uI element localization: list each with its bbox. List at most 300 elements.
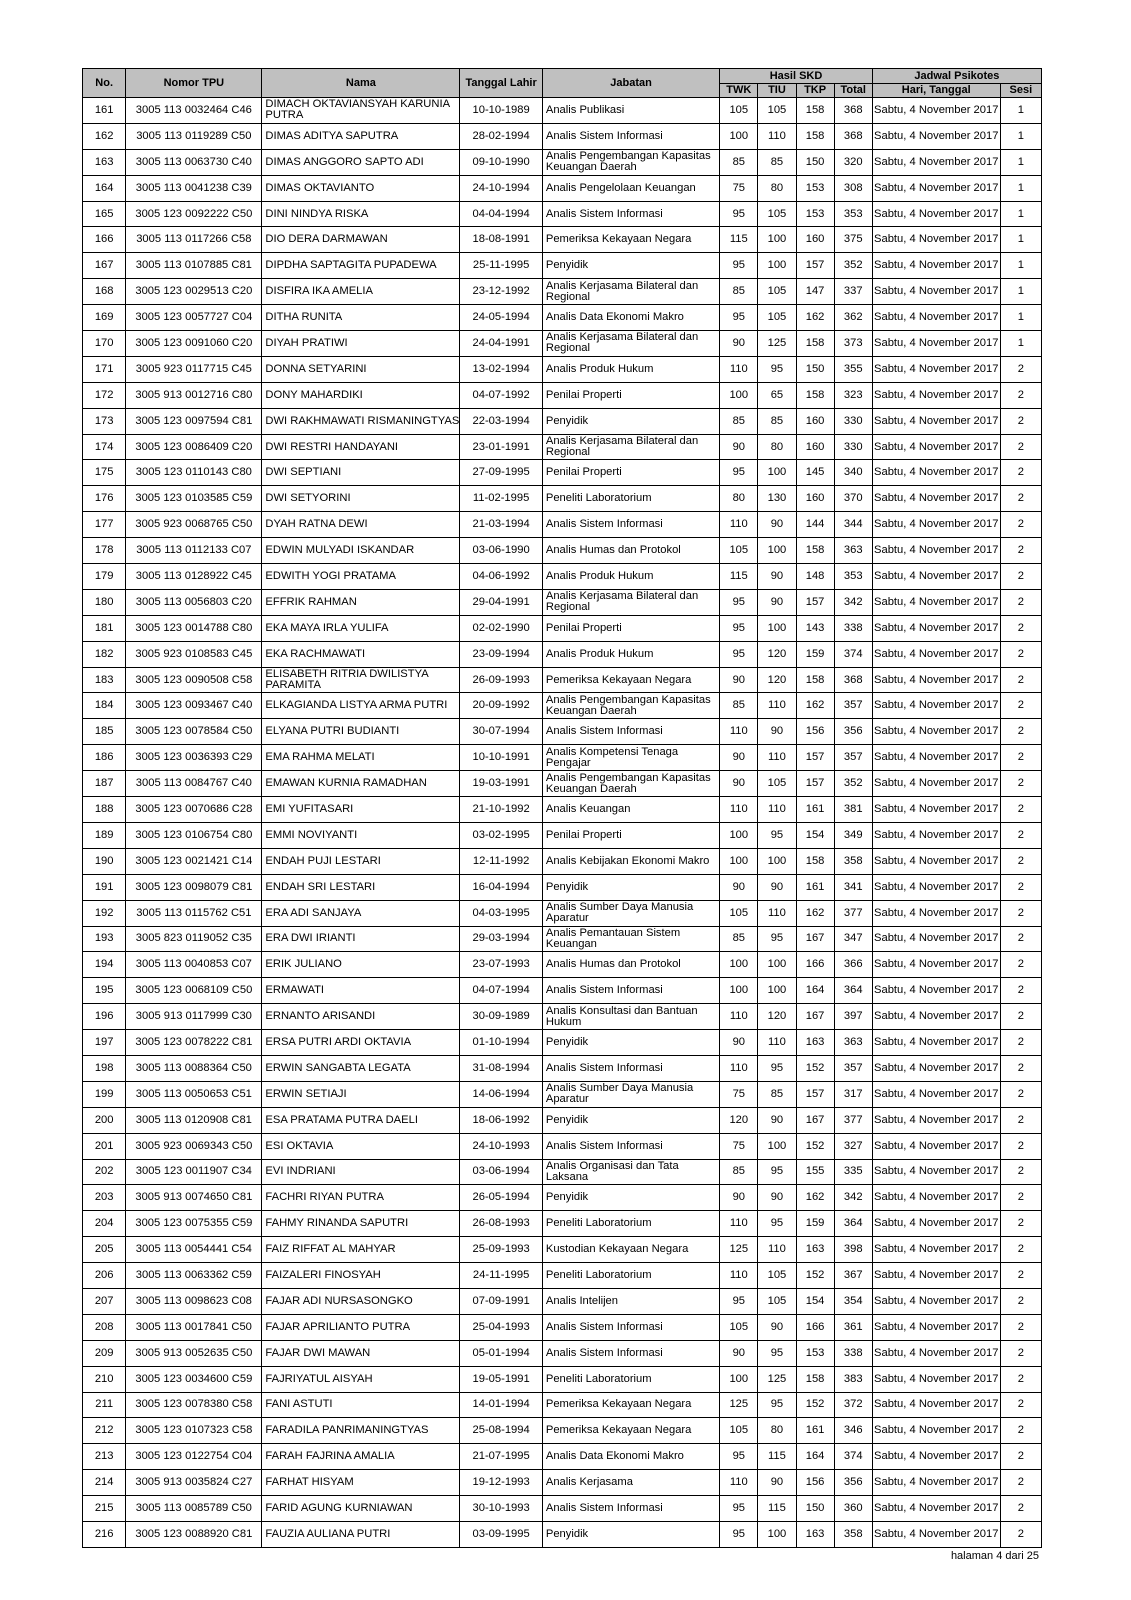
col-header-no: No. <box>83 69 126 98</box>
cell-jabatan: Analis Produk Hukum <box>542 564 719 590</box>
cell-tanggal-lahir: 03-02-1995 <box>460 822 542 848</box>
cell-no: 161 <box>83 98 126 124</box>
cell-twk: 110 <box>720 719 758 745</box>
cell-jabatan: Analis Kerjasama Bilateral dan Regional <box>542 331 719 357</box>
cell-total: 368 <box>834 667 872 693</box>
cell-sesi: 2 <box>1000 667 1041 693</box>
cell-nomor-tpu: 3005 123 0106754 C80 <box>126 822 262 848</box>
cell-twk: 110 <box>720 1470 758 1496</box>
table-row <box>83 123 1042 149</box>
cell-tiu: 100 <box>758 460 796 486</box>
cell-tanggal-lahir: 26-05-1994 <box>460 1185 542 1211</box>
cell-nomor-tpu: 3005 923 0108583 C45 <box>126 641 262 667</box>
cell-hari-tanggal: Sabtu, 4 November 2017 <box>872 589 1000 615</box>
cell-tanggal-lahir: 03-06-1994 <box>460 1159 542 1185</box>
cell-no: 210 <box>83 1366 126 1392</box>
cell-sesi: 2 <box>1000 1521 1041 1547</box>
cell-jabatan: Analis Organisasi dan Tata Laksana <box>542 1159 719 1185</box>
cell-tiu: 85 <box>758 149 796 175</box>
cell-hari-tanggal: Sabtu, 4 November 2017 <box>872 1030 1000 1056</box>
cell-hari-tanggal: Sabtu, 4 November 2017 <box>872 1418 1000 1444</box>
cell-jabatan: Analis Sumber Daya Manusia Aparatur <box>542 900 719 926</box>
cell-nama: ELISABETH RITRIA DWILISTYA PARAMITA <box>262 667 460 693</box>
cell-tanggal-lahir: 20-09-1992 <box>460 693 542 719</box>
table-row <box>83 356 1042 382</box>
cell-nama: FAHMY RINANDA SAPUTRI <box>262 1211 460 1237</box>
cell-nomor-tpu: 3005 913 0074650 C81 <box>126 1185 262 1211</box>
cell-twk: 80 <box>720 486 758 512</box>
cell-nomor-tpu: 3005 113 0063730 C40 <box>126 149 262 175</box>
cell-nama: EFFRIK RAHMAN <box>262 589 460 615</box>
table-row <box>83 1418 1042 1444</box>
table-row <box>83 149 1042 175</box>
table-row <box>83 175 1042 201</box>
cell-no: 172 <box>83 382 126 408</box>
cell-no: 193 <box>83 926 126 952</box>
cell-tkp: 160 <box>796 434 834 460</box>
cell-sesi: 2 <box>1000 900 1041 926</box>
cell-nama: EMA RAHMA MELATI <box>262 745 460 771</box>
cell-jabatan: Analis Sistem Informasi <box>542 1133 719 1159</box>
cell-tiu: 105 <box>758 98 796 124</box>
cell-nomor-tpu: 3005 123 0057727 C04 <box>126 305 262 331</box>
cell-nomor-tpu: 3005 113 0054441 C54 <box>126 1237 262 1263</box>
cell-tiu: 110 <box>758 693 796 719</box>
cell-tkp: 158 <box>796 98 834 124</box>
cell-sesi: 2 <box>1000 1314 1041 1340</box>
cell-nomor-tpu: 3005 113 0056803 C20 <box>126 589 262 615</box>
cell-jabatan: Peneliti Laboratorium <box>542 486 719 512</box>
cell-tiu: 100 <box>758 615 796 641</box>
cell-total: 368 <box>834 123 872 149</box>
cell-sesi: 1 <box>1000 98 1041 124</box>
table-row <box>83 822 1042 848</box>
cell-nomor-tpu: 3005 123 0107323 C58 <box>126 1418 262 1444</box>
cell-no: 216 <box>83 1521 126 1547</box>
cell-tiu: 90 <box>758 1107 796 1133</box>
cell-hari-tanggal: Sabtu, 4 November 2017 <box>872 149 1000 175</box>
cell-twk: 100 <box>720 1366 758 1392</box>
cell-tanggal-lahir: 21-07-1995 <box>460 1444 542 1470</box>
cell-tanggal-lahir: 25-08-1994 <box>460 1418 542 1444</box>
cell-nomor-tpu: 3005 113 0084767 C40 <box>126 771 262 797</box>
cell-sesi: 2 <box>1000 1211 1041 1237</box>
cell-total: 374 <box>834 641 872 667</box>
cell-hari-tanggal: Sabtu, 4 November 2017 <box>872 615 1000 641</box>
cell-nama: DYAH RATNA DEWI <box>262 512 460 538</box>
cell-tiu: 100 <box>758 1521 796 1547</box>
cell-nama: DIMACH OKTAVIANSYAH KARUNIA PUTRA <box>262 98 460 124</box>
cell-nomor-tpu: 3005 823 0119052 C35 <box>126 926 262 952</box>
cell-total: 352 <box>834 253 872 279</box>
table-body <box>83 98 1042 1548</box>
table-row <box>83 1107 1042 1133</box>
cell-no: 176 <box>83 486 126 512</box>
cell-no: 209 <box>83 1340 126 1366</box>
cell-twk: 110 <box>720 1263 758 1289</box>
table-row <box>83 305 1042 331</box>
cell-hari-tanggal: Sabtu, 4 November 2017 <box>872 874 1000 900</box>
cell-tiu: 80 <box>758 1418 796 1444</box>
cell-nomor-tpu: 3005 123 0078584 C50 <box>126 719 262 745</box>
cell-no: 162 <box>83 123 126 149</box>
cell-tanggal-lahir: 01-10-1994 <box>460 1030 542 1056</box>
cell-tkp: 144 <box>796 512 834 538</box>
cell-tkp: 158 <box>796 1366 834 1392</box>
table-row <box>83 1366 1042 1392</box>
cell-tkp: 158 <box>796 667 834 693</box>
cell-total: 342 <box>834 589 872 615</box>
cell-tanggal-lahir: 04-07-1994 <box>460 978 542 1004</box>
cell-tanggal-lahir: 29-04-1991 <box>460 589 542 615</box>
cell-nomor-tpu: 3005 913 0035824 C27 <box>126 1470 262 1496</box>
cell-no: 178 <box>83 538 126 564</box>
cell-sesi: 2 <box>1000 1496 1041 1522</box>
cell-twk: 100 <box>720 978 758 1004</box>
cell-total: 360 <box>834 1496 872 1522</box>
cell-tiu: 80 <box>758 175 796 201</box>
table-row <box>83 1314 1042 1340</box>
cell-sesi: 2 <box>1000 408 1041 434</box>
cell-nomor-tpu: 3005 123 0021421 C14 <box>126 848 262 874</box>
cell-jabatan: Pemeriksa Kekayaan Negara <box>542 667 719 693</box>
table-row <box>83 331 1042 357</box>
cell-hari-tanggal: Sabtu, 4 November 2017 <box>872 331 1000 357</box>
cell-tkp: 155 <box>796 1159 834 1185</box>
cell-no: 188 <box>83 797 126 823</box>
cell-total: 364 <box>834 978 872 1004</box>
cell-nama: EMAWAN KURNIA RAMADHAN <box>262 771 460 797</box>
cell-no: 197 <box>83 1030 126 1056</box>
cell-twk: 100 <box>720 952 758 978</box>
cell-no: 199 <box>83 1081 126 1107</box>
cell-nomor-tpu: 3005 913 0012716 C80 <box>126 382 262 408</box>
cell-sesi: 2 <box>1000 1470 1041 1496</box>
cell-total: 330 <box>834 434 872 460</box>
cell-tiu: 90 <box>758 564 796 590</box>
cell-sesi: 2 <box>1000 1185 1041 1211</box>
cell-nama: DIPDHA SAPTAGITA PUPADEWA <box>262 253 460 279</box>
cell-nama: DIMAS ADITYA SAPUTRA <box>262 123 460 149</box>
cell-nomor-tpu: 3005 123 0086409 C20 <box>126 434 262 460</box>
cell-nomor-tpu: 3005 123 0091060 C20 <box>126 331 262 357</box>
cell-no: 182 <box>83 641 126 667</box>
cell-hari-tanggal: Sabtu, 4 November 2017 <box>872 641 1000 667</box>
cell-total: 320 <box>834 149 872 175</box>
results-table-container <box>82 68 1042 1548</box>
cell-nomor-tpu: 3005 123 0110143 C80 <box>126 460 262 486</box>
cell-twk: 90 <box>720 331 758 357</box>
cell-tiu: 110 <box>758 1030 796 1056</box>
cell-hari-tanggal: Sabtu, 4 November 2017 <box>872 408 1000 434</box>
cell-sesi: 2 <box>1000 848 1041 874</box>
cell-nomor-tpu: 3005 113 0120908 C81 <box>126 1107 262 1133</box>
cell-nama: DWI SEPTIANI <box>262 460 460 486</box>
cell-nama: ERA ADI SANJAYA <box>262 900 460 926</box>
cell-tkp: 158 <box>796 331 834 357</box>
cell-twk: 90 <box>720 874 758 900</box>
cell-tkp: 150 <box>796 356 834 382</box>
cell-total: 352 <box>834 771 872 797</box>
cell-jabatan: Analis Kerjasama Bilateral dan Regional <box>542 589 719 615</box>
cell-twk: 90 <box>720 667 758 693</box>
cell-tkp: 156 <box>796 1470 834 1496</box>
cell-nomor-tpu: 3005 123 0011907 C34 <box>126 1159 262 1185</box>
cell-no: 165 <box>83 201 126 227</box>
cell-twk: 95 <box>720 305 758 331</box>
cell-tanggal-lahir: 10-10-1989 <box>460 98 542 124</box>
cell-hari-tanggal: Sabtu, 4 November 2017 <box>872 1107 1000 1133</box>
table-row <box>83 1211 1042 1237</box>
cell-hari-tanggal: Sabtu, 4 November 2017 <box>872 1211 1000 1237</box>
table-row <box>83 1288 1042 1314</box>
cell-twk: 85 <box>720 1159 758 1185</box>
cell-tiu: 100 <box>758 253 796 279</box>
cell-no: 196 <box>83 1004 126 1030</box>
cell-tanggal-lahir: 24-05-1994 <box>460 305 542 331</box>
cell-sesi: 2 <box>1000 382 1041 408</box>
cell-tkp: 158 <box>796 848 834 874</box>
cell-twk: 110 <box>720 1211 758 1237</box>
cell-twk: 110 <box>720 1055 758 1081</box>
cell-nama: FAIZ RIFFAT AL MAHYAR <box>262 1237 460 1263</box>
cell-no: 171 <box>83 356 126 382</box>
cell-hari-tanggal: Sabtu, 4 November 2017 <box>872 227 1000 253</box>
cell-tkp: 166 <box>796 1314 834 1340</box>
table-row <box>83 1237 1042 1263</box>
cell-nama: FAUZIA AULIANA PUTRI <box>262 1521 460 1547</box>
cell-tkp: 157 <box>796 253 834 279</box>
cell-tiu: 120 <box>758 667 796 693</box>
cell-hari-tanggal: Sabtu, 4 November 2017 <box>872 1133 1000 1159</box>
cell-twk: 75 <box>720 1081 758 1107</box>
cell-jabatan: Analis Sumber Daya Manusia Aparatur <box>542 1081 719 1107</box>
cell-nomor-tpu: 3005 113 0117266 C58 <box>126 227 262 253</box>
cell-tanggal-lahir: 14-06-1994 <box>460 1081 542 1107</box>
cell-nomor-tpu: 3005 123 0092222 C50 <box>126 201 262 227</box>
cell-total: 363 <box>834 538 872 564</box>
cell-tkp: 162 <box>796 900 834 926</box>
cell-tanggal-lahir: 21-10-1992 <box>460 797 542 823</box>
cell-twk: 85 <box>720 693 758 719</box>
cell-jabatan: Analis Konsultasi dan Bantuan Hukum <box>542 1004 719 1030</box>
cell-sesi: 2 <box>1000 926 1041 952</box>
cell-twk: 110 <box>720 797 758 823</box>
cell-total: 349 <box>834 822 872 848</box>
table-row <box>83 615 1042 641</box>
cell-nomor-tpu: 3005 123 0088920 C81 <box>126 1521 262 1547</box>
cell-hari-tanggal: Sabtu, 4 November 2017 <box>872 719 1000 745</box>
cell-total: 363 <box>834 1030 872 1056</box>
cell-tanggal-lahir: 16-04-1994 <box>460 874 542 900</box>
cell-nomor-tpu: 3005 123 0122754 C04 <box>126 1444 262 1470</box>
cell-tanggal-lahir: 14-01-1994 <box>460 1392 542 1418</box>
cell-nama: FAJAR ADI NURSASONGKO <box>262 1288 460 1314</box>
cell-tanggal-lahir: 23-07-1993 <box>460 952 542 978</box>
cell-hari-tanggal: Sabtu, 4 November 2017 <box>872 382 1000 408</box>
table-row <box>83 1133 1042 1159</box>
cell-total: 366 <box>834 952 872 978</box>
cell-total: 362 <box>834 305 872 331</box>
results-table <box>82 68 1042 1548</box>
cell-jabatan: Analis Produk Hukum <box>542 356 719 382</box>
cell-nomor-tpu: 3005 913 0052635 C50 <box>126 1340 262 1366</box>
cell-nama: FARID AGUNG KURNIAWAN <box>262 1496 460 1522</box>
cell-total: 357 <box>834 693 872 719</box>
cell-total: 323 <box>834 382 872 408</box>
cell-hari-tanggal: Sabtu, 4 November 2017 <box>872 1185 1000 1211</box>
cell-total: 381 <box>834 797 872 823</box>
cell-no: 200 <box>83 1107 126 1133</box>
cell-hari-tanggal: Sabtu, 4 November 2017 <box>872 1159 1000 1185</box>
cell-sesi: 2 <box>1000 356 1041 382</box>
cell-tanggal-lahir: 23-12-1992 <box>460 279 542 305</box>
cell-hari-tanggal: Sabtu, 4 November 2017 <box>872 1366 1000 1392</box>
table-row <box>83 1004 1042 1030</box>
cell-nama: FAIZALERI FINOSYAH <box>262 1263 460 1289</box>
cell-no: 204 <box>83 1211 126 1237</box>
cell-jabatan: Analis Keuangan <box>542 797 719 823</box>
table-row <box>83 641 1042 667</box>
cell-no: 215 <box>83 1496 126 1522</box>
cell-hari-tanggal: Sabtu, 4 November 2017 <box>872 253 1000 279</box>
cell-nama: EVI INDRIANI <box>262 1159 460 1185</box>
cell-nama: DWI SETYORINI <box>262 486 460 512</box>
cell-hari-tanggal: Sabtu, 4 November 2017 <box>872 848 1000 874</box>
cell-sesi: 2 <box>1000 1030 1041 1056</box>
cell-total: 355 <box>834 356 872 382</box>
cell-tanggal-lahir: 19-05-1991 <box>460 1366 542 1392</box>
cell-sesi: 1 <box>1000 305 1041 331</box>
cell-tkp: 152 <box>796 1055 834 1081</box>
cell-tiu: 90 <box>758 1185 796 1211</box>
cell-tiu: 130 <box>758 486 796 512</box>
table-row <box>83 1521 1042 1547</box>
cell-jabatan: Penyidik <box>542 408 719 434</box>
cell-twk: 95 <box>720 641 758 667</box>
cell-hari-tanggal: Sabtu, 4 November 2017 <box>872 356 1000 382</box>
cell-tiu: 125 <box>758 331 796 357</box>
cell-sesi: 2 <box>1000 460 1041 486</box>
cell-jabatan: Analis Pengelolaan Keuangan <box>542 175 719 201</box>
cell-sesi: 1 <box>1000 175 1041 201</box>
cell-tanggal-lahir: 31-08-1994 <box>460 1055 542 1081</box>
cell-sesi: 2 <box>1000 1107 1041 1133</box>
cell-nama: DONY MAHARDIKI <box>262 382 460 408</box>
page-number: halaman 4 dari 25 <box>950 1550 1039 1562</box>
cell-sesi: 1 <box>1000 279 1041 305</box>
cell-nomor-tpu: 3005 113 0088364 C50 <box>126 1055 262 1081</box>
cell-nama: ERMAWATI <box>262 978 460 1004</box>
cell-jabatan: Analis Kerjasama Bilateral dan Regional <box>542 434 719 460</box>
cell-no: 190 <box>83 848 126 874</box>
cell-jabatan: Analis Pengembangan Kapasitas Keuangan Daerah <box>542 771 719 797</box>
cell-jabatan: Analis Sistem Informasi <box>542 719 719 745</box>
cell-tkp: 150 <box>796 1496 834 1522</box>
cell-jabatan: Penilai Properti <box>542 822 719 848</box>
cell-tiu: 90 <box>758 1314 796 1340</box>
cell-twk: 95 <box>720 253 758 279</box>
cell-total: 357 <box>834 1055 872 1081</box>
cell-nama: DIO DERA DARMAWAN <box>262 227 460 253</box>
cell-tkp: 153 <box>796 201 834 227</box>
cell-tiu: 90 <box>758 874 796 900</box>
cell-jabatan: Analis Kerjasama <box>542 1470 719 1496</box>
cell-jabatan: Analis Sistem Informasi <box>542 1314 719 1340</box>
cell-tanggal-lahir: 10-10-1991 <box>460 745 542 771</box>
cell-nama: FAJAR DWI MAWAN <box>262 1340 460 1366</box>
cell-tanggal-lahir: 07-09-1991 <box>460 1288 542 1314</box>
cell-nama: FARADILA PANRIMANINGTYAS <box>262 1418 460 1444</box>
cell-total: 356 <box>834 719 872 745</box>
cell-jabatan: Analis Publikasi <box>542 98 719 124</box>
cell-nomor-tpu: 3005 113 0050653 C51 <box>126 1081 262 1107</box>
cell-jabatan: Analis Sistem Informasi <box>542 512 719 538</box>
cell-tiu: 115 <box>758 1444 796 1470</box>
table-row <box>83 1055 1042 1081</box>
cell-jabatan: Penyidik <box>542 874 719 900</box>
cell-jabatan: Analis Sistem Informasi <box>542 978 719 1004</box>
cell-tiu: 100 <box>758 848 796 874</box>
cell-total: 341 <box>834 874 872 900</box>
table-row <box>83 693 1042 719</box>
cell-nomor-tpu: 3005 113 0119289 C50 <box>126 123 262 149</box>
cell-sesi: 2 <box>1000 719 1041 745</box>
cell-nomor-tpu: 3005 123 0034600 C59 <box>126 1366 262 1392</box>
cell-hari-tanggal: Sabtu, 4 November 2017 <box>872 1470 1000 1496</box>
cell-tiu: 105 <box>758 1288 796 1314</box>
cell-tiu: 95 <box>758 356 796 382</box>
cell-tkp: 167 <box>796 1004 834 1030</box>
cell-nama: ERA DWI IRIANTI <box>262 926 460 952</box>
cell-twk: 95 <box>720 1521 758 1547</box>
cell-no: 192 <box>83 900 126 926</box>
cell-nomor-tpu: 3005 123 0093467 C40 <box>126 693 262 719</box>
cell-jabatan: Analis Sistem Informasi <box>542 1055 719 1081</box>
cell-tkp: 161 <box>796 1418 834 1444</box>
cell-tkp: 157 <box>796 589 834 615</box>
table-row <box>83 978 1042 1004</box>
cell-nama: EDWIN MULYADI ISKANDAR <box>262 538 460 564</box>
table-row <box>83 512 1042 538</box>
table-row <box>83 900 1042 926</box>
cell-twk: 115 <box>720 564 758 590</box>
cell-jabatan: Analis Sistem Informasi <box>542 1496 719 1522</box>
table-row <box>83 279 1042 305</box>
cell-twk: 90 <box>720 771 758 797</box>
cell-sesi: 2 <box>1000 822 1041 848</box>
cell-nomor-tpu: 3005 923 0069343 C50 <box>126 1133 262 1159</box>
cell-total: 377 <box>834 900 872 926</box>
col-header-sesi: Sesi <box>1000 84 1041 98</box>
cell-sesi: 2 <box>1000 693 1041 719</box>
cell-nomor-tpu: 3005 123 0070686 C28 <box>126 797 262 823</box>
cell-tkp: 162 <box>796 1185 834 1211</box>
cell-tiu: 100 <box>758 952 796 978</box>
cell-sesi: 2 <box>1000 538 1041 564</box>
cell-twk: 85 <box>720 926 758 952</box>
cell-tkp: 163 <box>796 1030 834 1056</box>
cell-total: 338 <box>834 1340 872 1366</box>
cell-tanggal-lahir: 13-02-1994 <box>460 356 542 382</box>
cell-nama: FARAH FAJRINA AMALIA <box>262 1444 460 1470</box>
cell-no: 163 <box>83 149 126 175</box>
cell-nomor-tpu: 3005 123 0078380 C58 <box>126 1392 262 1418</box>
cell-jabatan: Kustodian Kekayaan Negara <box>542 1237 719 1263</box>
cell-hari-tanggal: Sabtu, 4 November 2017 <box>872 900 1000 926</box>
cell-no: 208 <box>83 1314 126 1340</box>
cell-tkp: 161 <box>796 874 834 900</box>
